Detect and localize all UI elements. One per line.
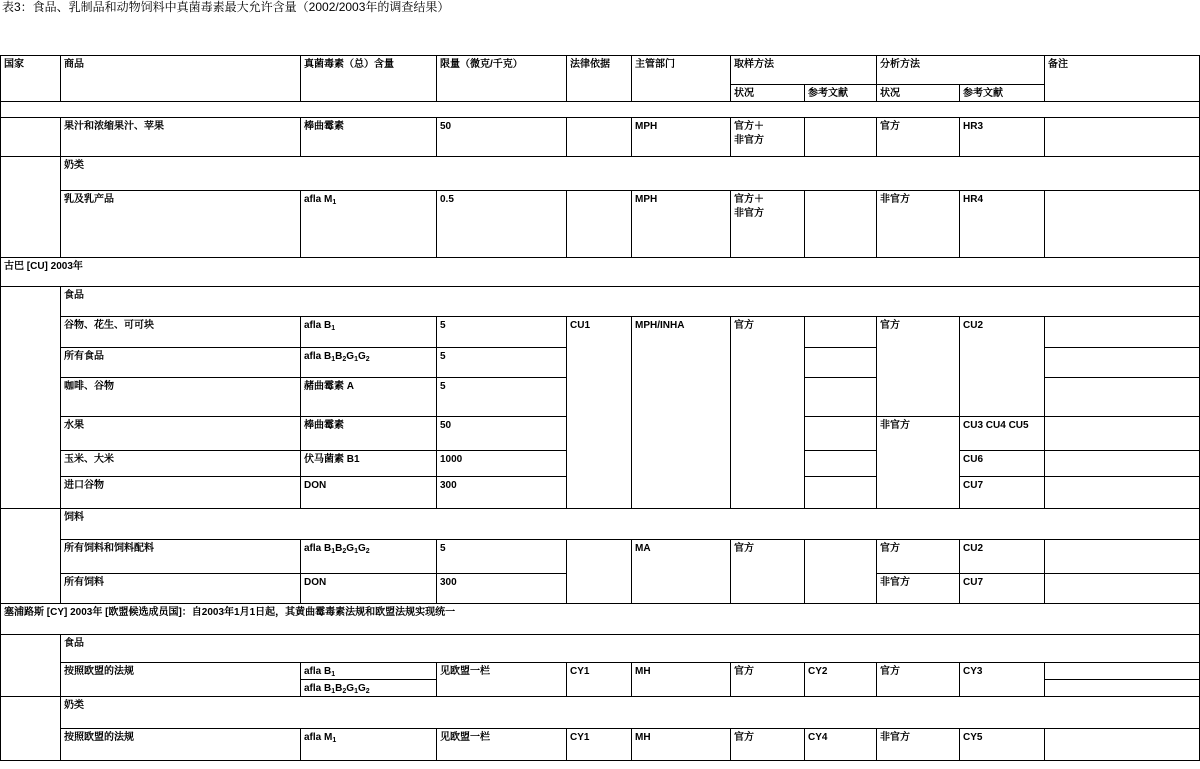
product-cell: 进口谷物 bbox=[61, 477, 301, 509]
mycotoxin-cell: DON bbox=[301, 477, 437, 509]
limit-cell: 5 bbox=[437, 317, 567, 348]
mycotoxin-cell: DON bbox=[301, 574, 437, 604]
limit-cell: 5 bbox=[437, 378, 567, 417]
group-feed-cuba: 饲料 bbox=[61, 509, 1200, 540]
table-row: 乳及乳产品 afla $M_1$ 0.5 MPH 官方＋ 非官方 非官方 HR4 bbox=[1, 191, 1200, 258]
table-caption: 表3：食品、乳制品和动物饲料中真菌毒素最大允许含量（2002/2003年的调查结果） bbox=[2, 0, 450, 14]
table-row: 所有饲料和饲料配料 afla $B_1B_2G_1G_2$ 5 MA 官方 官方 CU2 bbox=[1, 540, 1200, 574]
limit-cell: 50 bbox=[437, 417, 567, 451]
group-food-cuba: 食品 bbox=[61, 287, 1200, 317]
mycotoxin-cell: afla $B_1B_2G_1G_2$ bbox=[301, 348, 437, 378]
header-mycotoxin: 真菌毒素（总）含量 bbox=[301, 56, 437, 102]
mycotoxin-cell: afla $B_1$ bbox=[301, 663, 437, 680]
mycotoxin-cell: afla $B_1B_2G_1G_2$ bbox=[301, 680, 437, 697]
header-authority: 主管部门 bbox=[632, 56, 731, 102]
product-cell: 玉米、大米 bbox=[61, 451, 301, 477]
table-row: 果汁和浓缩果汁、苹果 棒曲霉素 50 MPH 官方＋ 非官方 官方 HR3 bbox=[1, 118, 1200, 157]
analysis-reference-cell: CU6 bbox=[960, 451, 1045, 477]
product-cell: 所有食品 bbox=[61, 348, 301, 378]
product-cell: 水果 bbox=[61, 417, 301, 451]
group-food-cyprus: 食品 bbox=[61, 635, 1200, 663]
limit-cell: 5 bbox=[437, 540, 567, 574]
product-cell: 所有饲料 bbox=[61, 574, 301, 604]
product-cell: 所有饲料和饲料配料 bbox=[61, 540, 301, 574]
header-limit: 限量（微克/千克） bbox=[437, 56, 567, 102]
country-cuba: 古巴 [CU] 2003年 bbox=[1, 258, 1200, 287]
analysis-reference-cell: CU7 bbox=[960, 477, 1045, 509]
table-row: 按照欧盟的法规 afla $B_1$ 见欧盟一栏 CY1 MH 官方 CY2 官方 CY3 bbox=[1, 663, 1200, 680]
header-product: 商品 bbox=[61, 56, 301, 102]
group-dairy: 奶类 bbox=[61, 157, 1200, 191]
header-sampling-reference: 参考文献 bbox=[805, 85, 877, 102]
mycotoxin-cell: 棒曲霉素 bbox=[301, 417, 437, 451]
table-row: 水果 棒曲霉素 50 非官方 CU3 CU4 CU5 bbox=[1, 417, 1200, 451]
header-analysis-status: 状况 bbox=[877, 85, 960, 102]
country-cyprus: 塞浦路斯 [CY] 2003年 [欧盟候选成员国]：自2003年1月1日起，其黄曲霉毒素法规和欧盟法规实现统一 bbox=[1, 604, 1200, 635]
table-row: 按照欧盟的法规 afla $M_1$ 见欧盟一栏 CY1 MH 官方 CY4 非官方 CY5 bbox=[1, 729, 1200, 761]
mycotoxin-cell: afla $B_1$ bbox=[301, 317, 437, 348]
analysis-status-cell: 非官方 bbox=[877, 574, 960, 604]
limit-cell: 1000 bbox=[437, 451, 567, 477]
limit-cell: 300 bbox=[437, 477, 567, 509]
mycotoxin-cell: 伏马菌素 B1 bbox=[301, 451, 437, 477]
header-legal-basis: 法律依据 bbox=[567, 56, 632, 102]
analysis-reference-cell: CU2 bbox=[960, 317, 1045, 417]
mycotoxin-table bbox=[0, 55, 1200, 769]
header-analysis: 分析方法 bbox=[877, 56, 1045, 85]
header-country: 国家 bbox=[1, 56, 61, 102]
group-dairy-cyprus: 奶类 bbox=[61, 697, 1200, 729]
analysis-status-cell: 官方 bbox=[877, 540, 960, 574]
header-sampling: 取样方法 bbox=[731, 56, 877, 85]
mycotoxin-cell: 赭曲霉素 A bbox=[301, 378, 437, 417]
analysis-reference-cell: CU3 CU4 CU5 bbox=[960, 417, 1045, 451]
product-cell: 谷物、花生、可可块 bbox=[61, 317, 301, 348]
header-remarks: 备注 bbox=[1045, 56, 1200, 102]
product-cell: 咖啡、谷物 bbox=[61, 378, 301, 417]
analysis-reference-cell: CU7 bbox=[960, 574, 1045, 604]
spacer-row bbox=[1, 102, 1200, 118]
limit-cell: 300 bbox=[437, 574, 567, 604]
header-sampling-status: 状况 bbox=[731, 85, 805, 102]
limit-cell: 5 bbox=[437, 348, 567, 378]
header-analysis-reference: 参考文献 bbox=[960, 85, 1045, 102]
mycotoxin-cell: afla $B_1B_2G_1G_2$ bbox=[301, 540, 437, 574]
analysis-reference-cell: CU2 bbox=[960, 540, 1045, 574]
table-row: 谷物、花生、可可块 afla $B_1$ 5 CU1 MPH/INHA 官方 官方 CU2 bbox=[1, 317, 1200, 348]
